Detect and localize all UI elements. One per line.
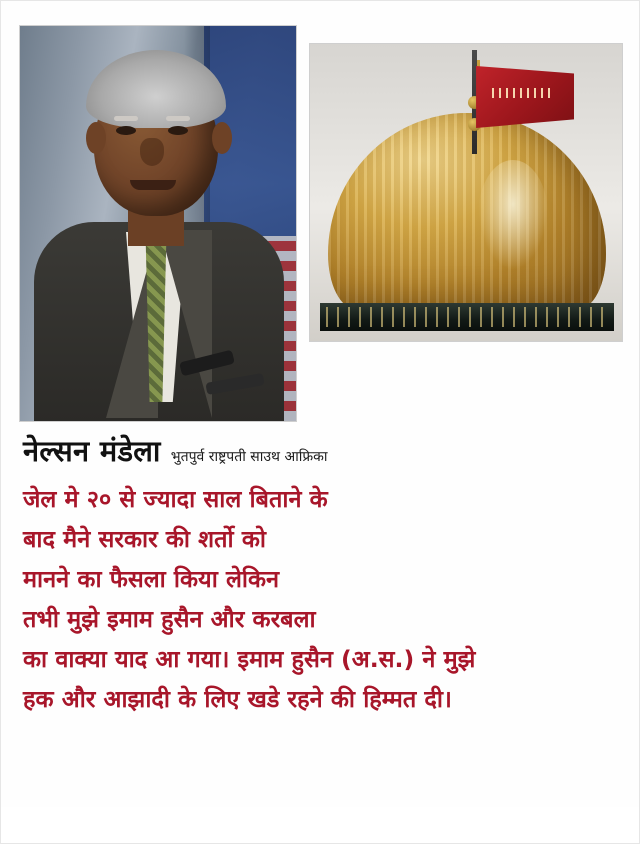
quote-line: जेल मे २० से ज्यादा साल बिताने के bbox=[23, 485, 328, 513]
person-title: भुतपुर्व राष्ट्रपती साउथ आफ्रिका bbox=[170, 449, 328, 465]
calligraphy-band bbox=[326, 307, 608, 327]
eye-right bbox=[168, 126, 188, 135]
nelson-mandela-portrait bbox=[19, 25, 297, 422]
ear-left bbox=[86, 122, 106, 154]
flag-inscription bbox=[492, 88, 550, 98]
mouth bbox=[130, 180, 176, 190]
lapel-right bbox=[160, 230, 212, 418]
bottom-margin bbox=[1, 807, 639, 843]
caption bbox=[23, 431, 623, 470]
dome-base-band bbox=[320, 303, 614, 331]
quote-line: तभी मुझे इमाम हुसैन और करबला bbox=[23, 605, 316, 633]
eyebrow-left bbox=[114, 116, 138, 121]
quote-line: मानने का फैसला किया लेकिन bbox=[23, 565, 280, 593]
photo-row bbox=[19, 25, 623, 420]
quote-line: का वाक्या याद आ गया। इमाम हुसैन (अ.स.) ने मुझे bbox=[23, 645, 476, 673]
nose bbox=[140, 138, 164, 166]
ear-right bbox=[212, 122, 232, 154]
person-name: नेल्सन मंडेला bbox=[23, 434, 161, 468]
dome-highlight bbox=[478, 160, 548, 270]
golden-shrine-dome bbox=[309, 43, 623, 342]
eye-left bbox=[116, 126, 136, 135]
quote-line: हक और आझादी के लिए खडे रहने की हिम्मत दी। bbox=[23, 685, 452, 713]
eyebrow-right bbox=[166, 116, 190, 121]
quote-text bbox=[23, 479, 627, 719]
quote-line: बाद मैने सरकार की शर्तो को bbox=[23, 525, 266, 553]
